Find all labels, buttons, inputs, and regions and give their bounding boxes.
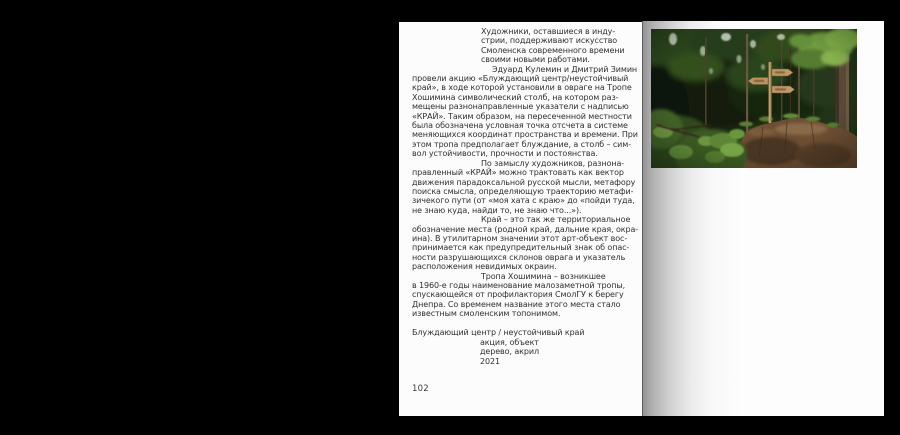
- text-line: не знаю куда, найди то, не знаю что...»).: [412, 205, 582, 215]
- page-number: 102: [412, 384, 429, 394]
- text-line: известным смоленским топонимом.: [412, 309, 561, 319]
- text-line: этом тропа предполагает блуждание, а столб – сим-: [412, 139, 631, 149]
- text-line: край», в ходе которой установили в овраге на Тропе: [412, 83, 632, 93]
- text-line: в 1960-е годы наименование малозаметной тропы,: [412, 280, 626, 290]
- text-line: поиска смысла, определяющую траекторию метафи-: [412, 186, 634, 196]
- text-line: спускающейся от профилактория СмолГУ к берегу: [412, 290, 624, 300]
- text-line: меняющихся координат пространства и времени. При: [412, 130, 638, 140]
- text-line: ина). В утилитарном значении этот арт-объект вос-: [412, 233, 628, 243]
- text-line: принимается как предупредительный знак об опас-: [412, 243, 630, 253]
- text-line: «КРАЙ». Таким образом, на пересеченной местности: [412, 111, 632, 121]
- text-line: вол устойчивости, прочности и постоянства.: [412, 149, 598, 159]
- text-line: обозначение места (родной край, дальние края, окра-: [412, 224, 639, 234]
- text-line: Хошимина символический столб, на котором раз-: [412, 92, 619, 102]
- caption-title: Блуждающий центр / неустойчивый край: [412, 328, 585, 337]
- forest-photo-graphic: [651, 29, 857, 168]
- caption-line: акция, объект: [480, 337, 539, 347]
- text-line: Днепра. Со временем название этого места стало: [412, 299, 621, 309]
- caption-details: [412, 338, 584, 367]
- caption-line: 2021: [480, 357, 500, 367]
- caption-line: дерево, акрил: [480, 347, 539, 357]
- text-line: движения парадоксальной русской мысли, метафору: [412, 177, 636, 187]
- text-line: По замыслу художников, разнона-: [481, 158, 625, 168]
- text-line: стрии, поддерживают искусство: [481, 36, 618, 46]
- text-line: была обозначена условная точка отсчета в системе: [412, 121, 628, 131]
- body-text: [412, 27, 648, 319]
- caption-block: [412, 328, 584, 367]
- text-line: провели акцию «Блуждающий центр/неустойчивый: [412, 74, 629, 84]
- text-line: Художники, оставшиеся в инду-: [481, 27, 616, 36]
- text-line: Эдуард Кулемин и Дмитрий Зимин: [492, 64, 638, 74]
- text-line: своими новыми работами.: [481, 55, 590, 65]
- text-line: расположения невидимых окраин.: [412, 262, 557, 272]
- text-line: ности разрушающихся склонов оврага и указатель: [412, 252, 626, 262]
- text-line: Край – это так же территориальное: [481, 215, 631, 225]
- text-line: мещены разнонаправленные указатели с надписью: [412, 102, 629, 112]
- text-line: Тропа Хошимина – возникшее: [481, 271, 606, 281]
- text-line: правленный «КРАЙ» можно трактовать как вектор: [412, 168, 624, 178]
- text-line: Смоленска современного времени: [481, 45, 625, 55]
- artwork-photo: [651, 29, 857, 168]
- text-line: зичекого пути (от «моя хата с краю» до «пойди туда,: [412, 196, 635, 206]
